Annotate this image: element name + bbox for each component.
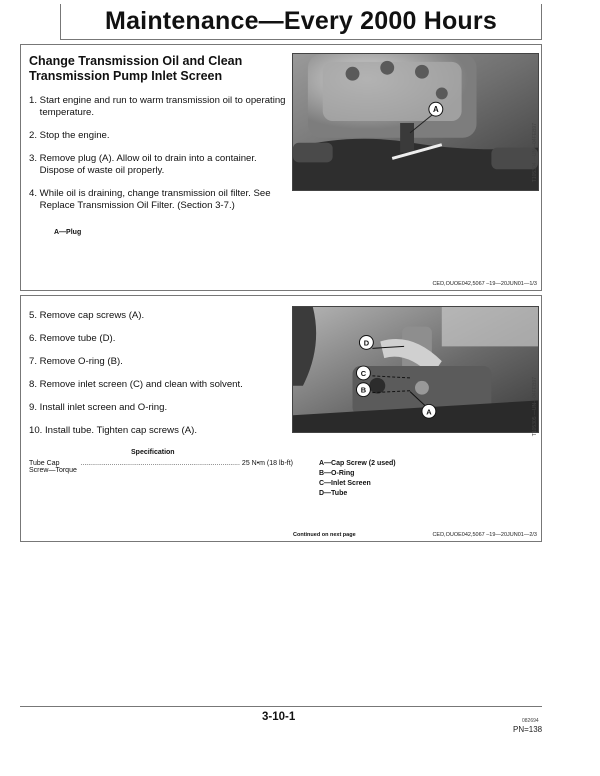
step-text: Remove tube (D). (39, 333, 116, 344)
step-3 (29, 153, 287, 177)
step-8 (29, 379, 287, 391)
spec-row (29, 460, 293, 474)
legend-plug: A—Plug (54, 229, 82, 236)
callout-d: D (363, 338, 370, 348)
step-number: 7. (29, 356, 40, 367)
footer-date: 082694 (522, 718, 539, 724)
step-number: 8. (29, 379, 40, 390)
step-6 (29, 333, 287, 345)
step-9 (29, 402, 287, 414)
section-title-line-2: Transmission Pump Inlet Screen (29, 69, 223, 83)
reference-code: CED,OUOE042,5067 –19—20JUN01—1/3 (432, 281, 537, 287)
spec-leader-dots (80, 460, 239, 474)
step-text: Start engine and run to warm transmission oil to operating temperature. (39, 95, 286, 118)
spec-label: Tube Cap Screw—Torque (29, 460, 77, 474)
step-5 (29, 310, 287, 322)
step-text: While oil is draining, change transmission oil filter. See Replace Transmission Oil Filter. (Section 3-7.) (39, 188, 271, 211)
step-text: Remove plug (A). Allow oil to drain into a container. Dispose of waste oil properly. (39, 153, 257, 176)
steps-list (29, 95, 287, 223)
step-number: 9. (29, 402, 40, 413)
photo-image (293, 54, 538, 190)
step-4 (29, 188, 287, 212)
section-title-line-1: Change Transmission Oil and Clean (29, 54, 243, 68)
photo-transmission-plug (292, 53, 539, 191)
step-text: Stop the engine. (39, 130, 110, 141)
continued-note: Continued on next page (293, 532, 356, 538)
callout-b: B (360, 385, 367, 395)
callout-a: A (432, 105, 439, 115)
step-number: 6. (29, 333, 40, 344)
legend-tube: D—Tube (319, 490, 348, 497)
photo-code: T105304 —UN—04FEB97 (532, 123, 538, 183)
step-text: Remove O-ring (B). (39, 356, 123, 367)
step-text: Install inlet screen and O-ring. (39, 402, 168, 413)
photo-inlet-screen (292, 306, 539, 433)
legend-cap-screw: A—Cap Screw (2 used) (319, 460, 396, 467)
section-drain-oil (20, 44, 542, 291)
step-number: 5. (29, 310, 40, 321)
step-1 (29, 95, 287, 119)
legend-inlet-screen: C—Inlet Screen (319, 480, 371, 487)
step-text: Remove inlet screen (C) and clean with solvent. (39, 379, 243, 390)
step-text: Remove cap screws (A). (39, 310, 145, 321)
footer-divider (20, 706, 542, 707)
page-title: Maintenance—Every 2000 Hours (105, 7, 497, 35)
step-number: 3. (29, 153, 40, 164)
spec-heading: Specification (131, 449, 175, 456)
spec-value: 25 N•m (18 lb-ft) (241, 460, 293, 467)
step-2 (29, 130, 287, 142)
footer-pn: PN=138 (513, 725, 543, 734)
photo-code: T105305 —UN—04FEB97 (532, 377, 538, 437)
legend-list (319, 459, 396, 499)
callout-c: C (360, 368, 367, 378)
step-7 (29, 356, 287, 368)
steps-list (29, 310, 287, 448)
step-number: 2. (29, 130, 40, 141)
step-number: 1. (29, 95, 40, 106)
section-inlet-screen (20, 295, 542, 542)
step-number: 10. (29, 425, 46, 436)
section-title (29, 54, 242, 84)
step-number: 4. (29, 188, 40, 199)
step-10 (29, 425, 287, 437)
photo-image (293, 307, 538, 432)
step-text: Install tube. Tighten cap screws (A). (45, 425, 197, 436)
legend-o-ring: B—O-Ring (319, 470, 355, 477)
page-title-box (60, 4, 542, 40)
page-number: 3-10-1 (262, 711, 296, 723)
reference-code: CED,OUOE042,5067 –19—20JUN01—2/3 (432, 532, 537, 538)
callout-a: A (426, 407, 432, 417)
